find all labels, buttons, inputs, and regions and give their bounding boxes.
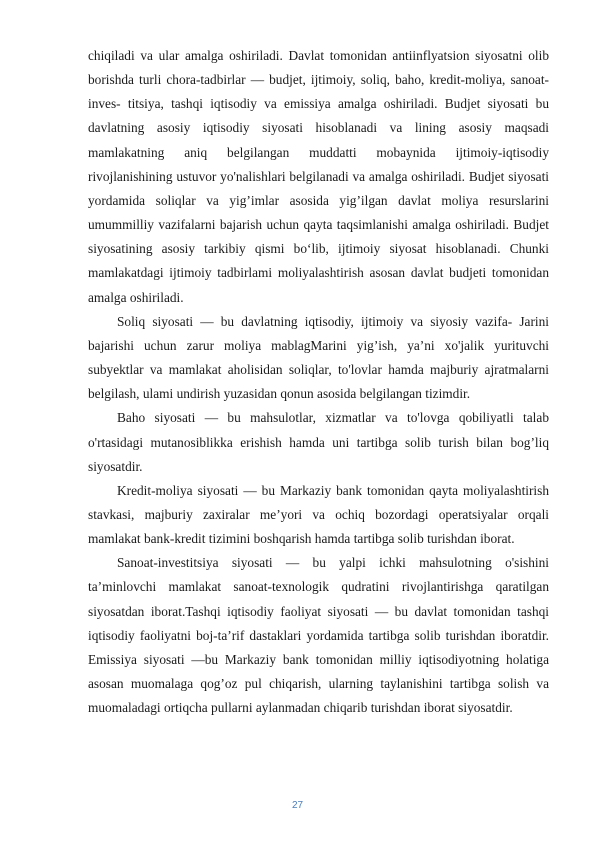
page-number: 27 [291, 800, 304, 811]
body-text [88, 44, 549, 720]
paragraph-tax-policy: Soliq siyosati — bu davlatning iqtisodiy, ijtimoiy va siyosiy vazifa- Jarini bajarishi uchun zarur moliya mablagMarini yig’ish, ya’ni xo'jalik yurituvchi subyektlar va mamlakat aholisidan soliqlar, to'lovlar hamda majburiy ajratmalarni belgilash, ulami undirish yuzasidan qonun asosida belgilangan tizimdir. [88, 313, 549, 402]
paragraph-investment-policy: Sanoat-investitsiya siyosati — bu yalpi ichki mahsulotning o'sishini ta’minlovchi mamlakat sanoat-texnologik qudratini rivojlantirishga qaratilgan siyosatdan iborat.Tashqi iqtisodiy faoliyat siyosati — bu davlat tomonidan tashqi iqtisodiy faoliyatni boj-ta’rif dastaklari yordamida tartibga solib turishdan iboratdir. Emissiya siyosati —bu Markaziy bank tomonidan milliy iqtisodiyotning holatiga asosan muomalaga qog’oz pul chiqarish, ularning taylanishini tartibga solish va muomaladagi ortiqcha pullarni aylanmadan chiqarib turishdan iborat siyosatdir. [88, 555, 549, 716]
paragraph-budget-policy: chiqiladi va ular amalga oshiriladi. Davlat tomonidan antiinflyatsion siyosatni olib borishda turli chora-tadbirlar — budjet, ijtimoiy, soliq, baho, kredit-moliya, sanoat-inves- titsiya, tashqi iqtisodiy va emissiya amalga oshiriladi. Budjet siyosati bu davlatning asosiy iqtisodiy siyosati hisoblanadi va lining asosiy maqsadi mamlakatning aniq belgilangan muddatti mobaynida ijtimoiy-iqtisodiy rivojlanishining ustuvor yo'nalishlari belgilanadi va amalga oshiriladi. Budjet siyosati yordamida soliqlar va yig’imlar asosida yig’ilgan davlat moliya resurslarini umummilliy vazifalarni bajarish uchun qayta taqsimlanishi amalga oshiriladi. Budjet siyosatining asosiy tarkibiy qismi bo‘lib, ijtimoiy siyosat hisoblanadi. Chunki mamlakatdagi ijtimoiy tadbirlami moliyalashtirish asosan davlat budjeti tomonidan amalga oshiriladi. [88, 48, 549, 305]
paragraph-price-policy: Baho siyosati — bu mahsulotlar, xizmatlar va to'lovga qobiliyatli talab o'rtasidagi mutanosiblikka erishish hamda uni tartibga solib turish bilan bog’liq siyosatdir. [88, 410, 549, 474]
paragraph-credit-policy: Kredit-moliya siyosati — bu Markaziy bank tomonidan qayta moliyalashtirish stavkasi, majburiy zaxiralar me’yori va ochiq bozordagi operatsiyalar orqali mamlakat bank-kredit tizimini boshqarish hamda tartibga solib turishdan iborat. [88, 482, 549, 547]
